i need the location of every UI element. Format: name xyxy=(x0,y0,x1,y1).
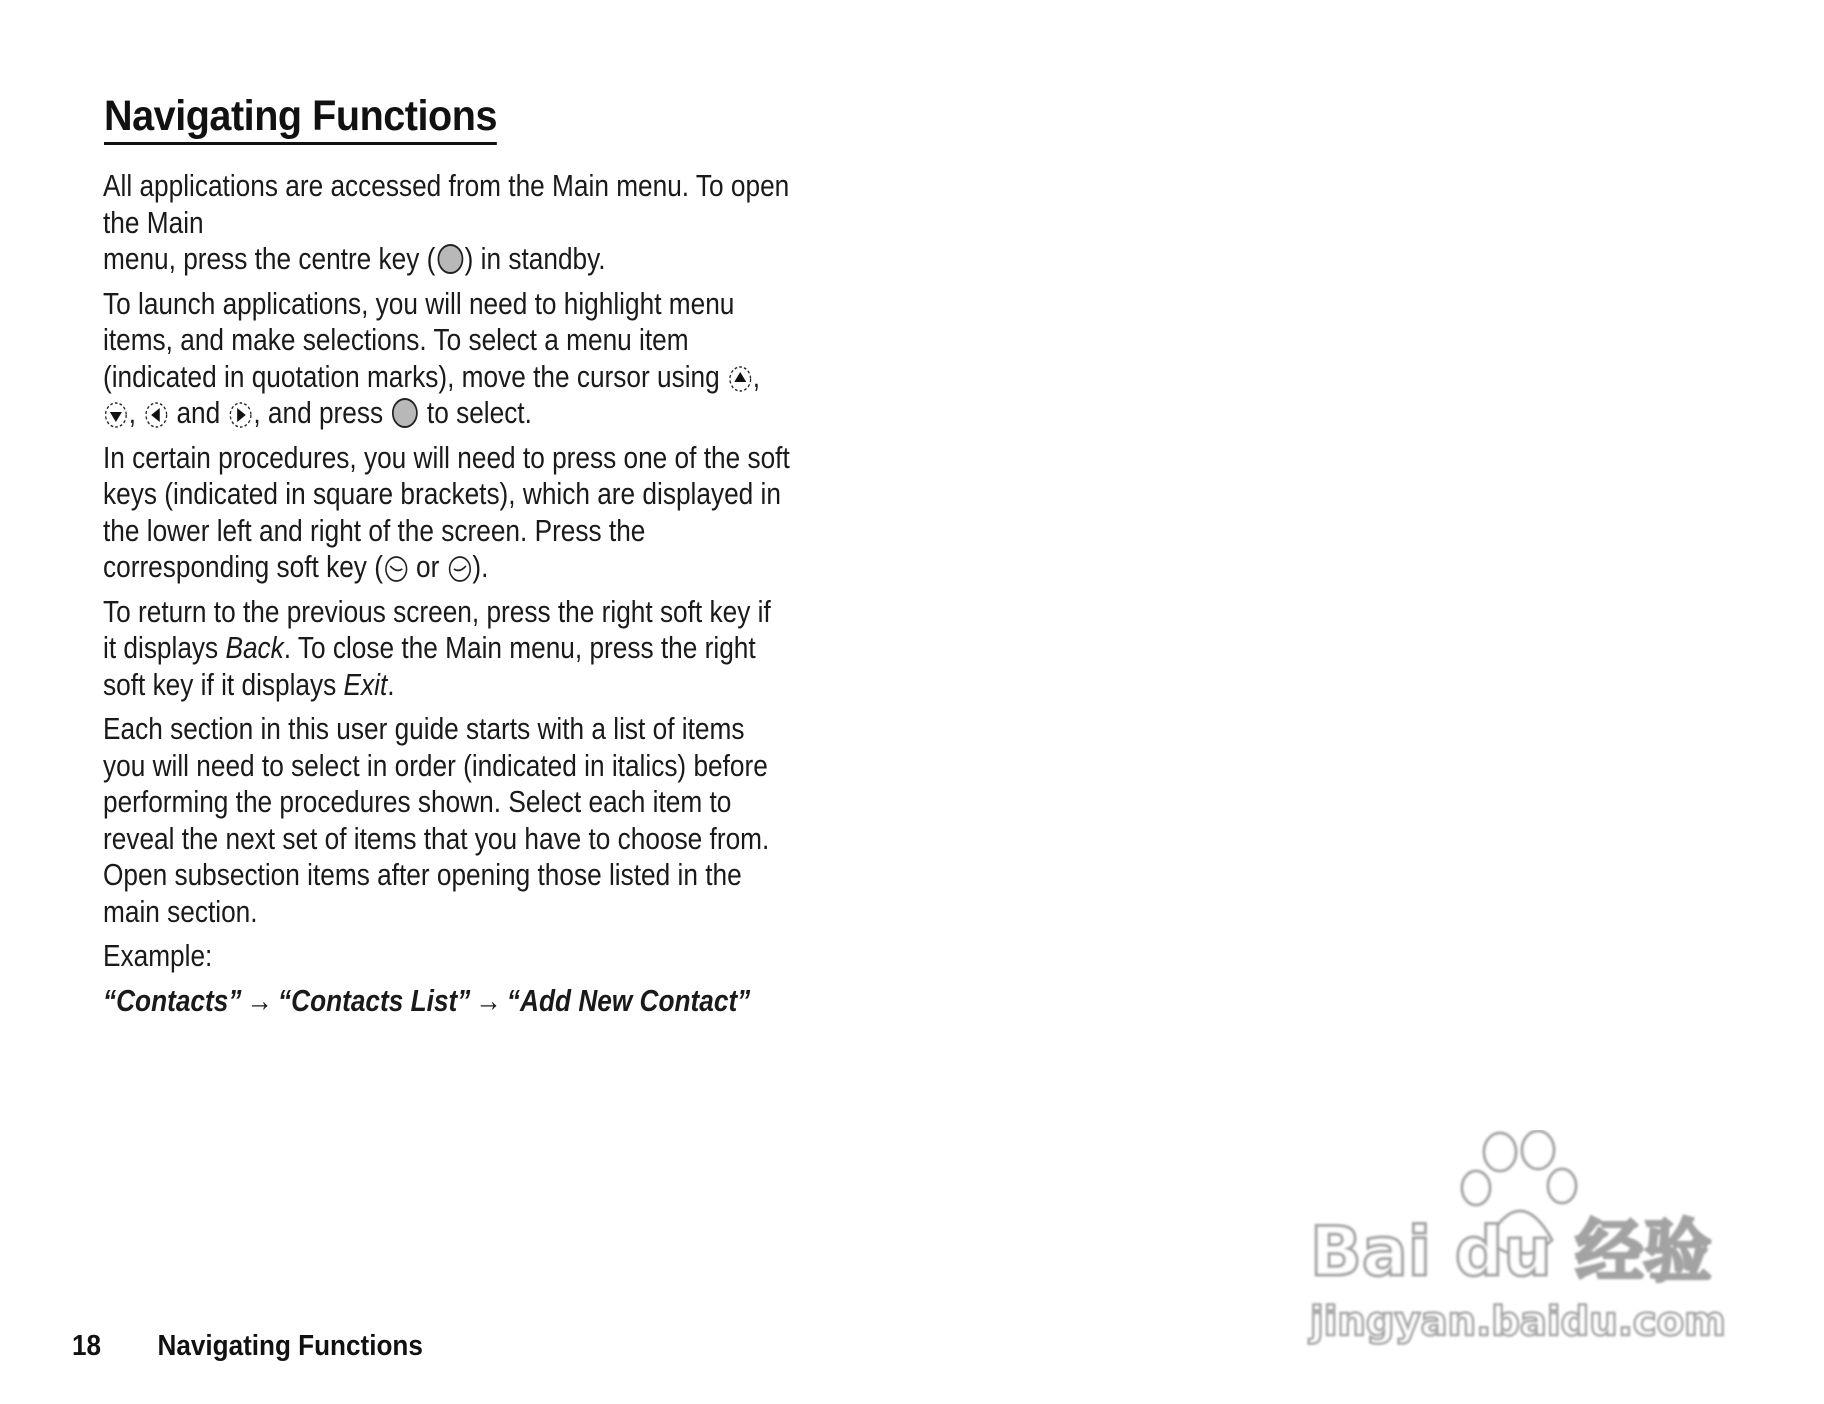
para2-text3: to select. xyxy=(419,396,532,430)
paragraph-sections: Each section in this user guide starts with a list of items you will need to select in order (indicated in italics) before performing the procedures shown. Select each item to reveal the next set of items that you have to choose from. Open subsection items after opening those listed in the main section. xyxy=(103,712,770,929)
example-label: Example: xyxy=(103,939,213,973)
exit-label: Exit xyxy=(343,667,388,702)
nav-down-icon xyxy=(103,400,129,430)
paragraph-soft-keys xyxy=(103,440,791,586)
para4-text2: . To close the Main menu, press the right soft key if it displays xyxy=(103,631,756,702)
page-footer xyxy=(72,1330,423,1363)
back-label: Back xyxy=(225,631,284,665)
para2-sep2: , xyxy=(128,396,144,430)
para3-or: or xyxy=(408,550,447,584)
para2-text2: , and press xyxy=(253,396,391,430)
arrow-icon: → xyxy=(475,983,502,1018)
baidu-watermark xyxy=(1300,1130,1740,1350)
para3-text1: In certain procedures, you will need to press one of the soft keys (indicated in square brackets), which are displayed in the lower left and right of the screen. Press the corresponding soft key ( xyxy=(103,440,790,584)
right-soft-key-icon xyxy=(447,554,473,584)
watermark-url: jingyan.baidu.com xyxy=(1310,1299,1726,1345)
para4-end: . xyxy=(387,667,395,702)
example-item-add-new-contact: “Add New Contact” xyxy=(506,983,751,1018)
left-soft-key-icon xyxy=(383,554,409,584)
page-title: Navigating Functions xyxy=(104,92,497,145)
centre-key-icon xyxy=(435,242,464,276)
example-item-contacts-list: “Contacts List” xyxy=(278,983,471,1018)
para2-sep1: , xyxy=(752,359,761,394)
arrow-icon: → xyxy=(246,983,273,1018)
footer-section-title: Navigating Functions xyxy=(157,1330,423,1362)
paragraph-return xyxy=(103,594,791,704)
para1-line2-pre: menu, press the centre key ( xyxy=(103,242,436,276)
para4-text1: To return to the previous screen, press the right soft key if it displays xyxy=(103,594,771,665)
paragraph-launch xyxy=(103,286,791,432)
nav-left-icon xyxy=(143,400,169,430)
example-item-contacts: “Contacts” xyxy=(103,983,242,1018)
para1-line2-post: ) in standby. xyxy=(464,242,606,276)
page-number: 18 xyxy=(72,1330,102,1362)
body-text xyxy=(103,168,791,1027)
watermark-brand: Bai du 经验 xyxy=(1310,1213,1712,1292)
nav-right-icon xyxy=(228,400,254,430)
para3-end: ). xyxy=(472,550,489,584)
centre-key-icon xyxy=(390,396,419,430)
paragraph-main-menu xyxy=(103,168,791,278)
example-path xyxy=(103,983,791,1020)
para2-and: and xyxy=(169,396,228,430)
nav-up-icon xyxy=(727,364,753,394)
para1-line1: All applications are accessed from the Main menu. To open the Main xyxy=(103,169,790,240)
para2-text1: To launch applications, you will need to highlight menu items, and make selections. To select a menu item (indicated in quotation marks), move the cursor using xyxy=(103,286,735,394)
